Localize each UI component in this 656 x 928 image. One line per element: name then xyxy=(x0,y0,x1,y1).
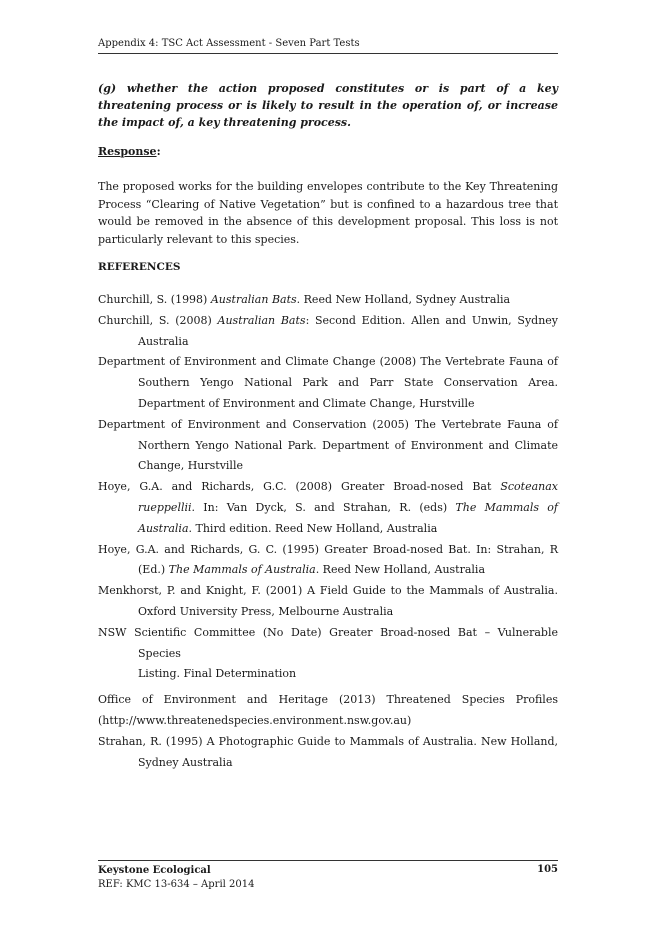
reference-text: Churchill, S. (2008) xyxy=(98,313,218,327)
reference-title: The Mammals of Australia xyxy=(138,500,558,535)
reference-text: Hoye, G.A. and Richards, G. C. (1995) Greater Broad-nosed Bat. In: Strahan, R (Ed.) xyxy=(98,542,558,577)
page-header: Appendix 4: TSC Act Assessment - Seven Part Tests xyxy=(98,38,360,49)
reference-text: NSW Scientific Committee (No Date) Greater Broad-nosed Bat – Vulnerable Species xyxy=(98,625,558,660)
reference-item xyxy=(98,477,558,539)
reference-url: (http://www.threatenedspecies.environment.nsw.gov.au) xyxy=(98,713,412,727)
reference-item: Strahan, R. (1995) A Photographic Guide to Mammals of Australia. New Holland, Sydney Australia xyxy=(98,734,558,769)
reference-text: . Third edition. Reed New Holland, Australia xyxy=(188,521,438,535)
references-list xyxy=(98,290,558,773)
reference-title: The Mammals of Australia xyxy=(168,563,316,577)
page-number: 105 xyxy=(537,864,558,875)
reference-text: . Reed New Holland, Sydney Australia xyxy=(296,293,511,306)
response-heading xyxy=(98,145,558,158)
reference-item xyxy=(98,290,558,311)
response-heading-label: Response xyxy=(98,145,157,158)
reference-item xyxy=(98,623,558,685)
reference-title: Australian Bats xyxy=(210,293,297,306)
response-heading-colon: : xyxy=(156,145,161,158)
reference-text: : Second Edition. Allen and Unwin, Sydney Australia xyxy=(138,313,559,348)
reference-item xyxy=(98,690,558,732)
references-heading: REFERENCES xyxy=(98,261,181,273)
reference-item xyxy=(98,540,558,582)
footer-firm: Keystone Ecological xyxy=(98,865,211,876)
reference-title: Australian Bats xyxy=(217,313,306,327)
reference-text: Office of Environment and Heritage (2013) Threatened Species Profiles xyxy=(98,693,558,707)
reference-item: Department of Environment and Conservation (2005) The Vertebrate Fauna of Northern Yengo National Park. Department of Environment and Climate Change, Hurstville xyxy=(98,417,558,473)
question-g: (g) whether the action proposed constitutes or is part of a key threatening process or is likely to result in the operation of, or increase the impact of, a key threatening process. xyxy=(98,82,558,129)
header-divider xyxy=(98,53,558,54)
reference-species: Scoteanax rueppellii xyxy=(138,480,558,514)
reference-text: Hoye, G.A. and Richards, G.C. (2008) Greater Broad-nosed Bat xyxy=(98,480,501,494)
reference-text: Churchill, S. (1998) xyxy=(98,293,211,306)
reference-text: . In: Van Dyck, S. and Strahan, R. (eds) xyxy=(191,500,456,514)
reference-item: Menkhorst, P. and Knight, F. (2001) A Field Guide to the Mammals of Australia. Oxford University Press, Melbourne Australia xyxy=(98,584,558,618)
footer-reference: REF: KMC 13-634 – April 2014 xyxy=(98,879,255,890)
reference-item xyxy=(98,311,558,353)
footer-divider xyxy=(98,860,558,861)
response-text: The proposed works for the building envelopes contribute to the Key Threatening Process “Clearing of Native Vegetation” but is confined to a hazardous tree that would be removed in the absence of this development proposal. This loss is not particularly relevant to this species. xyxy=(98,180,558,246)
reference-text: . Reed New Holland, Australia xyxy=(315,563,486,577)
reference-item: Department of Environment and Climate Change (2008) The Vertebrate Fauna of Southern Yengo National Park and Parr State Conservation Area. Department of Environment and Climate Change, Hurstville xyxy=(98,355,558,410)
page-footer xyxy=(98,864,254,892)
reference-text: Listing. Final Determination xyxy=(138,667,297,681)
